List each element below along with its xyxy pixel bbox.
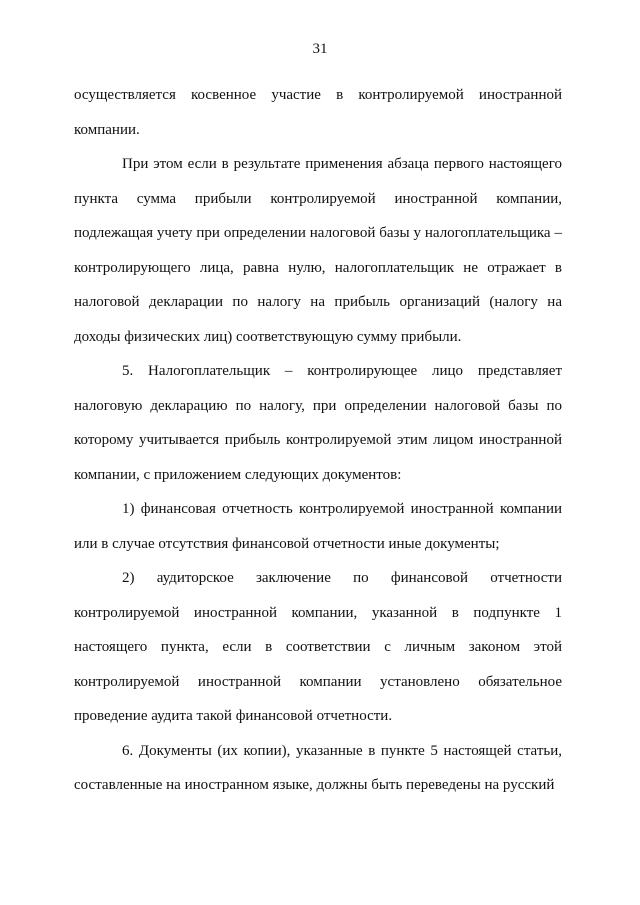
paragraph-item-6: 6. Документы (их копии), указанные в пункте 5 настоящей статьи, составленные на иностранном языке, должны быть переведены на русский xyxy=(74,742,562,793)
paragraph-subitem-2: 2) аудиторское заключение по финансовой отчетности контролируемой иностранной компании, указанной в подпункте 1 настоящего пункта, если в соответствии с личным законом этой контролируемой иностранной компании установлено обязательное проведение аудита такой финансовой отчетности. xyxy=(74,570,562,724)
paragraph-subitem-1: 1) финансовая отчетность контролируемой иностранной компании или в случае отсутствия финансовой отчетности иные документы; xyxy=(74,501,562,552)
paragraph-continuation: осуществляется косвенное участие в контролируемой иностранной компании. xyxy=(74,87,562,138)
paragraph-zero-profit-note: При этом если в результате применения абзаца первого настоящего пункта сумма прибыли контролируемой иностранной компании, подлежащая учету при определении налоговой базы у налогоплательщика – контролирующего лица, равна нулю, налогоплательщик не отражает в налоговой декларации по налогу на прибыль организаций (налогу на доходы физических лиц) соответствующую сумму прибыли. xyxy=(74,156,562,345)
page-number: 31 xyxy=(312,41,328,57)
paragraph-item-5: 5. Налогоплательщик – контролирующее лицо представляет налоговую декларацию по налогу, при определении налоговой базы по которому учитывается прибыль контролируемой этим лицом иностранной компании, с приложением следующих документов: xyxy=(74,363,562,483)
document-body xyxy=(74,78,562,803)
